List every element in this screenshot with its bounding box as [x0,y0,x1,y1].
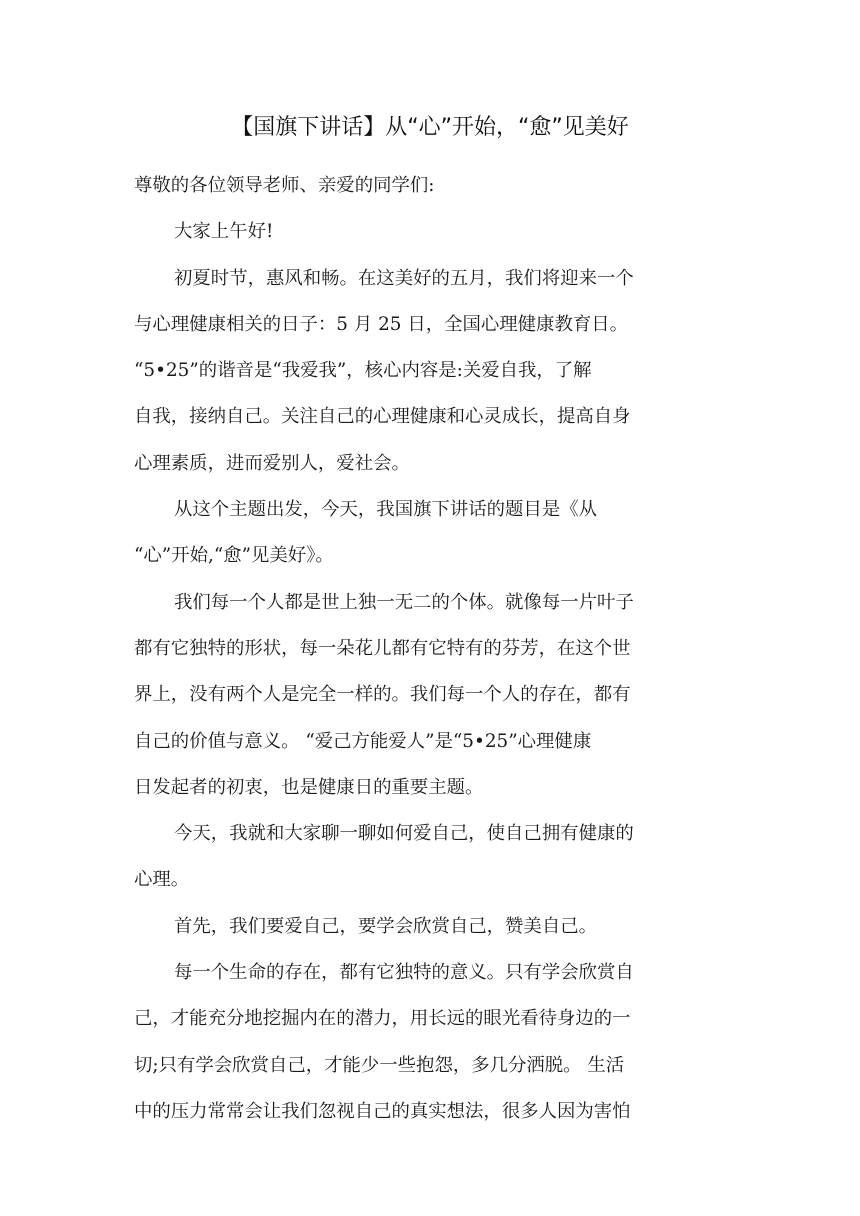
paragraph-line: 己，才能充分地挖掘内在的潜力，用长远的眼光看待身边的一 [134,1008,631,1030]
greeting-line: 大家上午好! [174,221,274,243]
paragraph-line: 心理素质，进而爱别人，爱社会。 [134,452,410,474]
paragraph-line: “5•25”的谐音是“我爱我”，核心内容是:关爱自我，了解 [134,360,592,382]
salutation-line: 尊敬的各位领导老师、亲爱的同学们: [134,175,435,196]
paragraph-line: “心”开始,“愈”见美好》。 [134,545,334,567]
paragraph-line: 初夏时节，惠风和畅。在这美好的五月，我们将迎来一个 [174,267,634,289]
paragraph-line: 自我，接纳自己。关注自己的心理健康和心灵成长，提高自身 [134,406,631,428]
paragraph-line: 每一个生命的存在，都有它独特的意义。只有学会欣赏自 [174,962,634,984]
paragraph-line: 自己的价值与意义。 “爱己方能爱人”是“5•25”心理健康 [134,730,592,752]
paragraph-line: 今天，我就和大家聊一聊如何爱自己，使自己拥有健康的 [174,823,634,845]
paragraph-line: 首先，我们要爱自己，要学会欣赏自己，赞美自己。 [174,915,597,937]
paragraph-line: 都有它独特的形状，每一朵花儿都有它特有的芬芳，在这个世 [134,637,631,659]
paragraph-line: 心理。 [134,869,190,891]
paragraph-line: 从这个主题出发，今天，我国旗下讲话的题目是《从 [174,499,597,521]
document-title: 【国旗下讲话】从“心”开始，“愈”见美好 [231,115,629,140]
paragraph-line: 界上，没有两个人是完全一样的。我们每一个人的存在，都有 [134,684,631,706]
document-body [134,163,724,1135]
paragraph-line: 我们每一个人都是世上独一无二的个体。就像每一片叶子 [174,591,634,613]
paragraph-line: 日发起者的初衷，也是健康日的重要主题。 [134,776,484,798]
paragraph-line: 切;只有学会欣赏自己，才能少一些抱怨，多几分洒脱。 生活 [134,1054,625,1076]
paragraph-line: 与心理健康相关的日子：5 月 25 日，全国心理健康教育日。 [134,313,629,335]
paragraph-line: 中的压力常常会让我们忽视自己的真实想法，很多人因为害怕 [134,1100,631,1122]
